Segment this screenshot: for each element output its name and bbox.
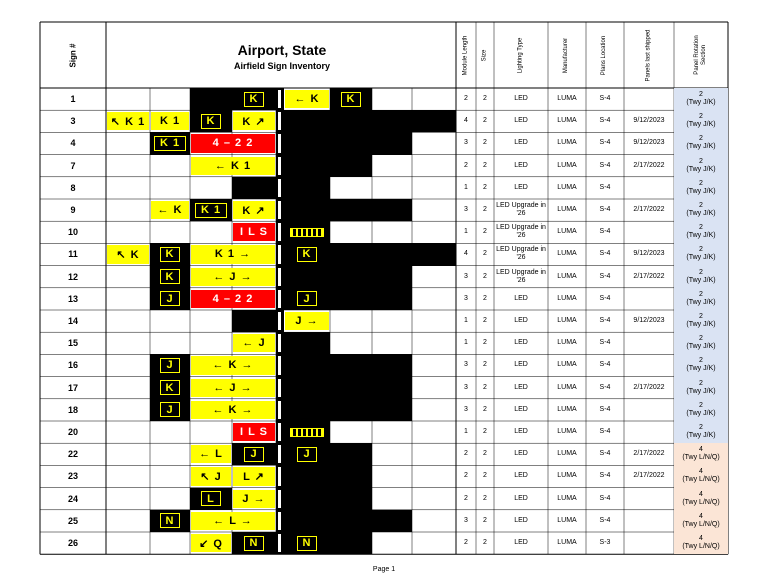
column-header-lighting-type: Lighting Type	[517, 37, 524, 73]
module-length-cell: 3	[464, 272, 468, 280]
manufacturer-cell: LUMA	[557, 139, 577, 147]
panels-shipped-cell: 9/12/2023	[633, 117, 665, 125]
blank-panel	[372, 110, 412, 132]
blank-panel	[330, 155, 372, 177]
blank-panel	[232, 177, 276, 199]
sign-number: 7	[70, 160, 76, 171]
column-header-plans-location: Plans Location	[601, 35, 608, 75]
sign-number: 1	[70, 94, 76, 105]
manufacturer-cell: LUMA	[557, 450, 577, 458]
lighting-type-cell: LED	[514, 539, 528, 547]
blank-panel	[232, 310, 276, 332]
direction-panel: ← J	[233, 334, 275, 352]
lighting-type-cell: LED	[514, 450, 528, 458]
lighting-type-cell: LED	[514, 339, 528, 347]
module-length-cell: 1	[464, 183, 468, 191]
panels-shipped-cell	[624, 421, 674, 443]
lighting-type-cell: LED	[514, 117, 528, 125]
blank-panel	[412, 110, 456, 132]
size-cell: 2	[483, 516, 487, 524]
direction-panel: J →	[233, 490, 275, 508]
location-panel: K	[150, 243, 190, 265]
plans-location-cell: S-4	[599, 117, 611, 125]
panels-shipped-cell	[624, 532, 674, 554]
size-cell: 2	[483, 183, 487, 191]
sign-separator	[276, 310, 284, 332]
direction-panel: L ↗	[233, 467, 275, 485]
direction-panel: ↙ Q	[191, 534, 231, 552]
lighting-type-cell: LED	[514, 294, 528, 302]
plans-location-cell: S-4	[599, 361, 611, 369]
module-length-cell: 4	[464, 117, 468, 125]
size-cell: 2	[483, 294, 487, 302]
blank-panel	[372, 354, 412, 376]
plans-location-cell: S-4	[599, 472, 611, 480]
module-length-cell: 2	[464, 450, 468, 458]
mandatory-panel: I L S	[233, 223, 275, 241]
size-cell: 2	[483, 161, 487, 169]
direction-panel: ← K 1	[191, 157, 275, 175]
panel-rotation-cell: 2 (Twy J/K)	[674, 243, 728, 265]
blank-panel	[284, 399, 330, 421]
location-panel: J	[232, 443, 276, 465]
blank-panel	[330, 377, 372, 399]
lighting-type-cell: LED	[514, 361, 528, 369]
column-header-panels-last-shipped: Panels last shipped	[645, 28, 652, 82]
module-length-cell: 3	[464, 206, 468, 214]
manufacturer-cell: LUMA	[557, 494, 577, 502]
blank-panel	[330, 288, 372, 310]
lighting-type-cell: LED Upgrade in '26	[496, 202, 546, 218]
manufacturer-cell: LUMA	[557, 405, 577, 413]
sign-separator	[276, 132, 284, 154]
manufacturer-cell: LUMA	[557, 272, 577, 280]
location-panel: N	[232, 532, 276, 554]
sign-separator	[276, 332, 284, 354]
sign-number: 10	[67, 227, 78, 238]
manufacturer-cell: LUMA	[557, 383, 577, 391]
size-cell: 2	[483, 428, 487, 436]
direction-panel: ← K →	[191, 356, 275, 374]
plans-location-cell: S-4	[599, 405, 611, 413]
module-length-cell: 2	[464, 539, 468, 547]
panels-shipped-cell: 9/12/2023	[633, 139, 665, 147]
direction-panel: K 1	[151, 112, 189, 130]
panel-rotation-cell: 4 (Twy L/N/Q)	[674, 510, 728, 532]
sign-number: 23	[67, 471, 78, 482]
blank-panel	[284, 465, 330, 487]
location-panel: J	[150, 354, 190, 376]
location-panel: K 1	[190, 199, 232, 221]
sign-number: 18	[67, 404, 78, 415]
blank-panel	[190, 88, 232, 110]
lighting-type-cell: LED	[514, 139, 528, 147]
panel-rotation-cell: 2 (Twy J/K)	[674, 199, 728, 221]
size-cell: 2	[483, 250, 487, 258]
panel-rotation-cell: 2 (Twy J/K)	[674, 421, 728, 443]
sign-separator	[276, 488, 284, 510]
blank-panel	[284, 332, 330, 354]
manufacturer-cell: LUMA	[557, 294, 577, 302]
direction-panel: ← L →	[191, 512, 275, 530]
direction-panel: J →	[285, 312, 329, 330]
size-cell: 2	[483, 539, 487, 547]
direction-panel: K 1 →	[191, 245, 275, 263]
size-cell: 2	[483, 228, 487, 236]
size-cell: 2	[483, 117, 487, 125]
sign-number: 4	[70, 138, 76, 149]
lighting-type-cell: LED	[514, 161, 528, 169]
sign-separator	[276, 177, 284, 199]
plans-location-cell: S-4	[599, 139, 611, 147]
panel-rotation-cell: 2 (Twy J/K)	[674, 288, 728, 310]
module-length-cell: 2	[464, 95, 468, 103]
plans-location-cell: S-4	[599, 428, 611, 436]
direction-panel: ← K →	[191, 401, 275, 419]
blank-panel	[330, 532, 372, 554]
direction-panel: ← L	[191, 445, 231, 463]
sign-separator	[276, 465, 284, 487]
panel-rotation-cell: 2 (Twy J/K)	[674, 177, 728, 199]
location-panel: K	[232, 88, 276, 110]
manufacturer-cell: LUMA	[557, 206, 577, 214]
panels-shipped-cell: 2/17/2022	[633, 206, 665, 214]
panel-rotation-cell: 2 (Twy J/K)	[674, 310, 728, 332]
plans-location-cell: S-4	[599, 206, 611, 214]
plans-location-cell: S-4	[599, 317, 611, 325]
sign-separator	[276, 354, 284, 376]
plans-location-cell: S-4	[599, 95, 611, 103]
location-panel: J	[150, 288, 190, 310]
panel-rotation-cell: 4 (Twy L/N/Q)	[674, 465, 728, 487]
sign-number: 24	[67, 493, 78, 504]
blank-panel	[330, 510, 372, 532]
location-panel: K	[330, 88, 372, 110]
module-length-cell: 3	[464, 361, 468, 369]
sign-number: 26	[67, 538, 78, 549]
panels-shipped-cell: 2/17/2022	[633, 161, 665, 169]
size-cell: 2	[483, 272, 487, 280]
size-cell: 2	[483, 339, 487, 347]
lighting-type-cell: LED Upgrade in '26	[496, 224, 546, 240]
location-panel: N	[150, 510, 190, 532]
location-panel: J	[150, 399, 190, 421]
direction-panel: ↖ J	[191, 467, 231, 485]
sign-separator	[276, 155, 284, 177]
blank-panel	[330, 465, 372, 487]
module-length-cell: 1	[464, 428, 468, 436]
sign-separator	[276, 532, 284, 554]
panel-rotation-cell: 2 (Twy J/K)	[674, 332, 728, 354]
size-cell: 2	[483, 317, 487, 325]
panels-shipped-cell	[624, 88, 674, 110]
sign-separator	[276, 399, 284, 421]
sign-number: 11	[68, 249, 78, 260]
panels-shipped-cell	[624, 177, 674, 199]
mandatory-panel: I L S	[233, 423, 275, 441]
panel-rotation-cell: 2 (Twy J/K)	[674, 266, 728, 288]
panel-rotation-cell: 2 (Twy J/K)	[674, 354, 728, 376]
blank-panel	[372, 243, 412, 265]
panel-rotation-cell: 2 (Twy J/K)	[674, 110, 728, 132]
sign-separator	[276, 199, 284, 221]
blank-panel	[372, 377, 412, 399]
ils-hold-panel	[284, 221, 330, 243]
blank-panel	[330, 132, 372, 154]
size-cell: 2	[483, 494, 487, 502]
column-header-sign: Sign #	[68, 42, 78, 68]
plans-location-cell: S-4	[599, 183, 611, 191]
manufacturer-cell: LUMA	[557, 516, 577, 524]
direction-panel: ← K	[285, 90, 329, 108]
mandatory-panel: 4 – 2 2	[191, 134, 275, 152]
panels-shipped-cell	[624, 488, 674, 510]
blank-panel	[330, 110, 372, 132]
panel-rotation-cell: 4 (Twy L/N/Q)	[674, 443, 728, 465]
sign-number: 12	[67, 271, 78, 282]
plans-location-cell: S-4	[599, 228, 611, 236]
blank-panel	[284, 510, 330, 532]
blank-panel	[284, 488, 330, 510]
panels-shipped-cell	[624, 510, 674, 532]
direction-panel: K ↗	[233, 112, 275, 130]
blank-panel	[372, 199, 412, 221]
sign-number: 13	[67, 293, 78, 304]
manufacturer-cell: LUMA	[557, 317, 577, 325]
blank-panel	[412, 243, 456, 265]
lighting-type-cell: LED	[514, 317, 528, 325]
module-length-cell: 4	[464, 250, 468, 258]
blank-panel	[330, 443, 372, 465]
panel-rotation-cell: 2 (Twy J/K)	[674, 155, 728, 177]
direction-panel: ↖ K 1	[107, 112, 149, 130]
lighting-type-cell: LED	[514, 183, 528, 191]
sign-number: 9	[70, 205, 76, 216]
module-length-cell: 3	[464, 516, 468, 524]
panels-shipped-cell	[624, 399, 674, 421]
direction-panel: ↖ K	[107, 245, 149, 263]
location-panel: K	[190, 110, 232, 132]
module-length-cell: 3	[464, 383, 468, 391]
lighting-type-cell: LED Upgrade in '26	[496, 268, 546, 284]
panels-shipped-cell	[624, 332, 674, 354]
panels-shipped-cell: 2/17/2022	[633, 472, 665, 480]
lighting-type-cell: LED	[514, 383, 528, 391]
page-title: Airport, State	[237, 42, 327, 58]
module-length-cell: 1	[464, 317, 468, 325]
sign-separator	[276, 288, 284, 310]
panel-rotation-cell: 2 (Twy J/K)	[674, 377, 728, 399]
sign-separator	[276, 110, 284, 132]
plans-location-cell: S-4	[599, 450, 611, 458]
sign-number: 14	[67, 316, 78, 327]
manufacturer-cell: LUMA	[557, 95, 577, 103]
module-length-cell: 2	[464, 494, 468, 502]
page-footer: Page 1	[372, 566, 396, 573]
plans-location-cell: S-4	[599, 250, 611, 258]
sign-separator	[276, 510, 284, 532]
blank-panel	[284, 177, 330, 199]
panels-shipped-cell: 9/12/2023	[633, 250, 665, 258]
size-cell: 2	[483, 95, 487, 103]
plans-location-cell: S-4	[599, 272, 611, 280]
sign-separator	[276, 377, 284, 399]
direction-panel: ← K	[151, 201, 189, 219]
column-header-panel-rotation: Panel Rotation Section	[694, 35, 707, 75]
location-panel: K	[284, 243, 330, 265]
plans-location-cell: S-4	[599, 516, 611, 524]
blank-panel	[330, 399, 372, 421]
location-panel: J	[284, 443, 330, 465]
size-cell: 2	[483, 405, 487, 413]
manufacturer-cell: LUMA	[557, 539, 577, 547]
sign-separator	[276, 266, 284, 288]
module-length-cell: 2	[464, 472, 468, 480]
blank-panel	[284, 266, 330, 288]
panels-shipped-cell	[624, 288, 674, 310]
panels-shipped-cell: 9/12/2023	[633, 317, 665, 325]
panel-rotation-cell: 2 (Twy J/K)	[674, 88, 728, 110]
location-panel: N	[284, 532, 330, 554]
sign-separator	[276, 88, 284, 110]
blank-panel	[284, 155, 330, 177]
plans-location-cell: S-4	[599, 383, 611, 391]
panels-shipped-cell	[624, 354, 674, 376]
sign-number: 25	[67, 515, 78, 526]
panel-rotation-cell: 4 (Twy L/N/Q)	[674, 488, 728, 510]
module-length-cell: 1	[464, 339, 468, 347]
blank-panel	[330, 199, 372, 221]
blank-panel	[284, 110, 330, 132]
blank-panel	[330, 266, 372, 288]
lighting-type-cell: LED	[514, 516, 528, 524]
plans-location-cell: S-3	[599, 539, 611, 547]
plans-location-cell: S-4	[599, 494, 611, 502]
sign-number: 16	[67, 360, 78, 371]
location-panel: K	[150, 377, 190, 399]
lighting-type-cell: LED	[514, 428, 528, 436]
plans-location-cell: S-4	[599, 294, 611, 302]
module-length-cell: 3	[464, 294, 468, 302]
module-length-cell: 2	[464, 161, 468, 169]
manufacturer-cell: LUMA	[557, 117, 577, 125]
sign-separator	[276, 443, 284, 465]
lighting-type-cell: LED Upgrade in '26	[496, 246, 546, 262]
blank-panel	[372, 132, 412, 154]
size-cell: 2	[483, 472, 487, 480]
manufacturer-cell: LUMA	[557, 361, 577, 369]
size-cell: 2	[483, 206, 487, 214]
column-header-manufacturer: Manufacturer	[563, 37, 570, 73]
manufacturer-cell: LUMA	[557, 472, 577, 480]
module-length-cell: 3	[464, 405, 468, 413]
panel-rotation-cell: 4 (Twy L/N/Q)	[674, 532, 728, 554]
blank-panel	[372, 288, 412, 310]
size-cell: 2	[483, 361, 487, 369]
column-header-size: Size	[481, 49, 488, 61]
size-cell: 2	[483, 383, 487, 391]
lighting-type-cell: LED	[514, 472, 528, 480]
plans-location-cell: S-4	[599, 161, 611, 169]
manufacturer-cell: LUMA	[557, 161, 577, 169]
panel-rotation-cell: 2 (Twy J/K)	[674, 132, 728, 154]
sign-number: 22	[67, 449, 78, 460]
sign-number: 20	[67, 427, 78, 438]
mandatory-panel: 4 – 2 2	[191, 290, 275, 308]
direction-panel: ← J →	[191, 268, 275, 286]
plans-location-cell: S-4	[599, 339, 611, 347]
page-subtitle: Airfield Sign Inventory	[233, 61, 330, 71]
panels-shipped-cell: 2/17/2022	[633, 450, 665, 458]
lighting-type-cell: LED	[514, 95, 528, 103]
direction-panel: ← J →	[191, 379, 275, 397]
blank-panel	[372, 510, 412, 532]
panels-shipped-cell: 2/17/2022	[633, 383, 665, 391]
sign-number: 3	[70, 116, 76, 127]
direction-panel: K ↗	[233, 201, 275, 219]
manufacturer-cell: LUMA	[557, 183, 577, 191]
blank-panel	[372, 399, 412, 421]
manufacturer-cell: LUMA	[557, 228, 577, 236]
sign-number: 17	[67, 382, 78, 393]
manufacturer-cell: LUMA	[557, 339, 577, 347]
location-panel: L	[190, 488, 232, 510]
panel-rotation-cell: 2 (Twy J/K)	[674, 221, 728, 243]
manufacturer-cell: LUMA	[557, 250, 577, 258]
sign-number: 15	[67, 338, 78, 349]
sign-number: 8	[70, 182, 76, 193]
blank-panel	[372, 266, 412, 288]
sign-separator	[276, 421, 284, 443]
manufacturer-cell: LUMA	[557, 428, 577, 436]
sign-separator	[276, 221, 284, 243]
panel-rotation-cell: 2 (Twy J/K)	[674, 399, 728, 421]
size-cell: 2	[483, 139, 487, 147]
location-panel: K 1	[150, 132, 190, 154]
blank-panel	[284, 354, 330, 376]
panels-shipped-cell	[624, 221, 674, 243]
ils-hold-panel	[284, 421, 330, 443]
blank-panel	[284, 132, 330, 154]
location-panel: J	[284, 288, 330, 310]
sign-separator	[276, 243, 284, 265]
blank-panel	[330, 243, 372, 265]
column-header-module-length: Module Length	[462, 35, 469, 75]
module-length-cell: 3	[464, 139, 468, 147]
blank-panel	[284, 377, 330, 399]
panels-shipped-cell: 2/17/2022	[633, 272, 665, 280]
lighting-type-cell: LED	[514, 494, 528, 502]
size-cell: 2	[483, 450, 487, 458]
blank-panel	[330, 354, 372, 376]
module-length-cell: 1	[464, 228, 468, 236]
location-panel: K	[150, 266, 190, 288]
blank-panel	[330, 488, 372, 510]
lighting-type-cell: LED	[514, 405, 528, 413]
blank-panel	[284, 199, 330, 221]
